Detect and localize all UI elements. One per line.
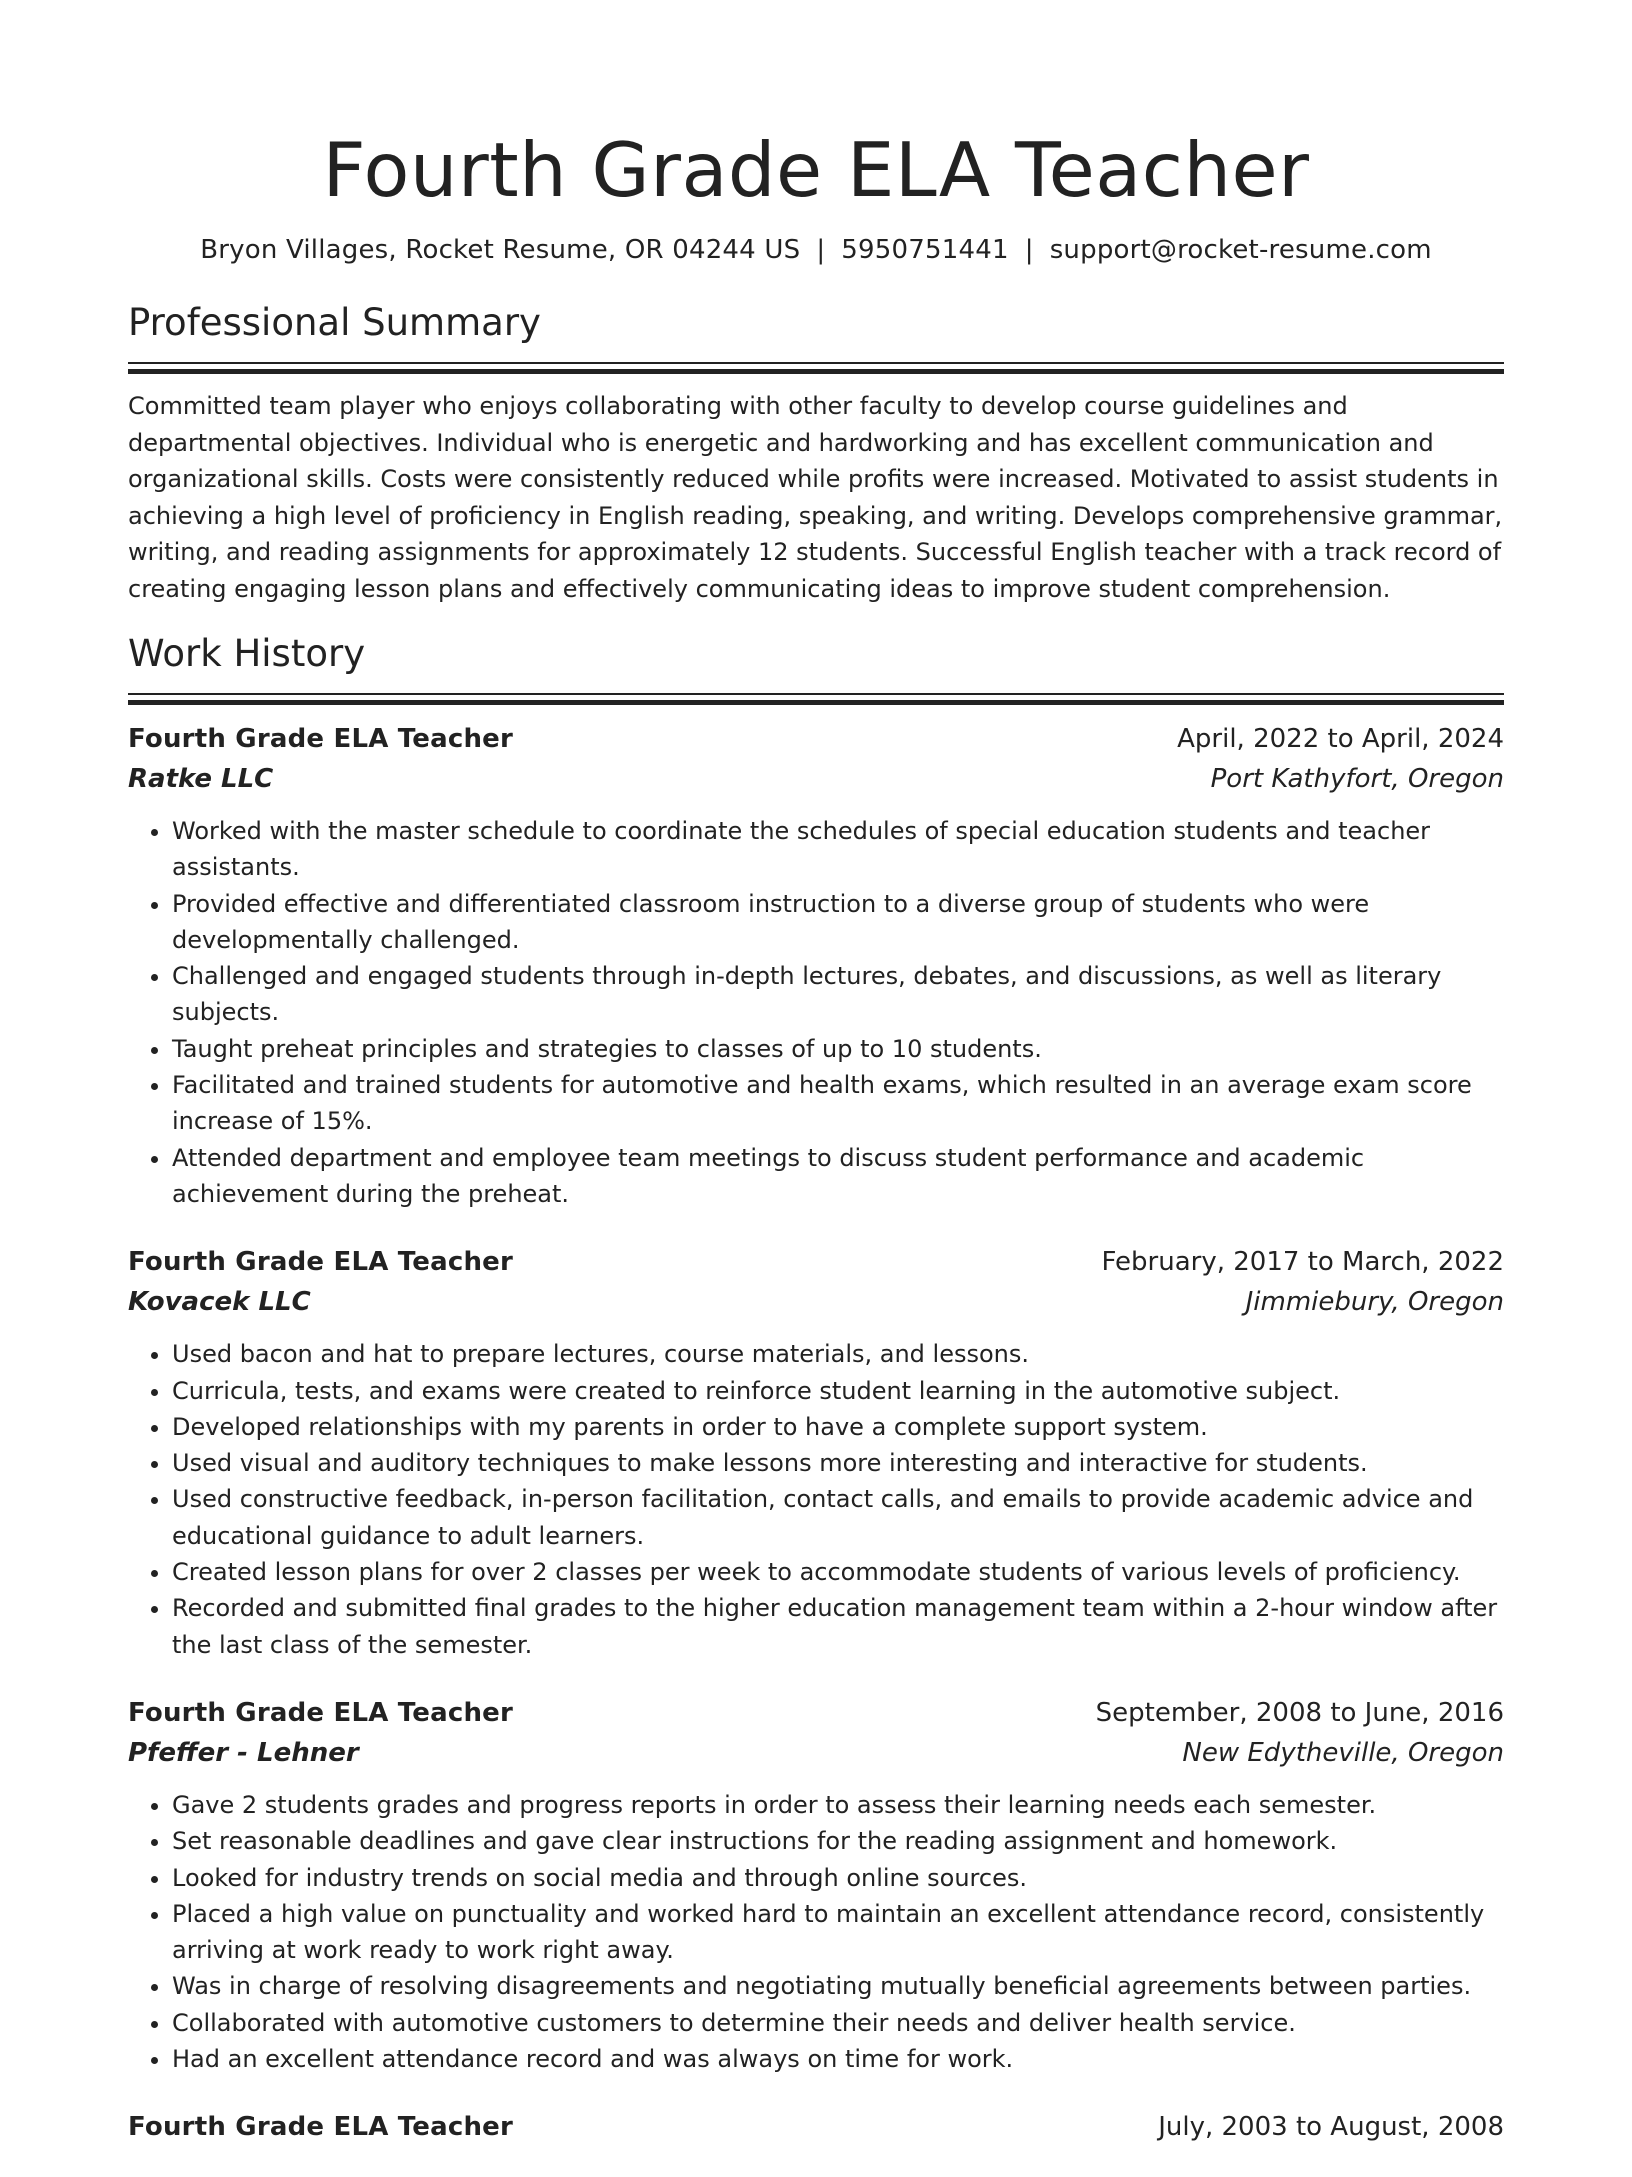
summary-section [128,298,1504,607]
job-bullet: • Worked with the master schedule to coordinate the schedules of special education students and teacher assistants. [172,813,1504,886]
job-bullet: • Provided effective and differentiated classroom instruction to a diverse group of students who were developmentally challenged. [172,886,1504,959]
resume-page [128,0,1504,2177]
job-location: New Edytheville, Oregon [1182,1737,1504,1768]
job-dates: July, 2003 to August, 2008 [1158,2112,1504,2143]
job-company: Pfeffer - Lehner [128,1737,359,1768]
job-subheader [128,1282,1504,1322]
job-bullet: • Collaborated with automotive customers to determine their needs and deliver health service. [172,2005,1504,2041]
job-entry [128,2107,1504,2147]
job-dates: September, 2008 to June, 2016 [1095,1697,1504,1728]
job-title: Fourth Grade ELA Teacher [128,724,514,754]
job-header [128,1242,1504,1282]
job-bullet: • Created lesson plans for over 2 classes per week to accommodate students of various levels of proficiency. [172,1554,1504,1590]
resume-name: Fourth Grade ELA Teacher [322,126,1310,214]
contact-email: support@rocket-resume.com [1049,235,1432,265]
job-dates: April, 2022 to April, 2024 [1177,724,1504,754]
job-bullet: • Was in charge of resolving disagreements and negotiating mutually beneficial agreements between parties. [172,1968,1504,2004]
job-company: Kovacek LLC [128,1287,311,1318]
job-bullet: • Challenged and engaged students through in-depth lectures, debates, and discussions, as well as literary subjects. [172,958,1504,1031]
section-divider [128,362,1504,374]
job-bullet: • Taught preheat principles and strategies to classes of up to 10 students. [172,1031,1504,1067]
job-entry [128,1693,1504,2077]
contact-phone: 5950751441 [841,235,1009,265]
job-subheader [128,759,1504,799]
job-title: Fourth Grade ELA Teacher [128,2112,514,2143]
work-history-section [128,629,1504,2147]
job-bullets [128,1787,1504,2077]
job-entry [128,1242,1504,1663]
contact-line [128,232,1504,268]
job-subheader [128,1733,1504,1773]
section-divider [128,693,1504,705]
contact-separator: | [1024,235,1034,265]
job-header [128,1693,1504,1733]
job-location: Port Kathyfort, Oregon [1210,764,1504,794]
contact-separator: | [816,235,826,265]
job-location: Jimmiebury, Oregon [1245,1287,1504,1318]
job-bullet: • Looked for industry trends on social media and through online sources. [172,1860,1504,1896]
job-bullet: • Used constructive feedback, in-person facilitation, contact calls, and emails to provide academic advice and educational guidance to adult learners. [172,1481,1504,1554]
summary-text: Committed team player who enjoys collaborating with other faculty to develop course guidelines and departmental objectives. Individual who is energetic and hardworking and has excellent communication and organizational skills. Costs were consistently reduced while profits were increased. Motivated to assist students in achieving a high level of proficiency in English reading, speaking, and writing. Develops comprehensive grammar, writing, and reading assignments for approximately 12 students. Successful English teacher with a track record of creating engaging lesson plans and effectively communicating ideas to improve student comprehension. [128,392,1503,603]
job-bullet: • Placed a high value on punctuality and worked hard to maintain an excellent attendance record, consistently arriving at work ready to work right away. [172,1896,1504,1969]
job-title: Fourth Grade ELA Teacher [128,1697,514,1728]
job-header [128,719,1504,759]
job-bullet: • Developed relationships with my parents in order to have a complete support system. [172,1409,1504,1445]
job-bullet: • Recorded and submitted final grades to the higher education management team within a 2-hour window after the last class of the semester. [172,1590,1504,1663]
job-bullet: • Facilitated and trained students for automotive and health exams, which resulted in an average exam score increase of 15%. [172,1067,1504,1140]
job-header [128,2107,1504,2147]
job-bullet: • Curricula, tests, and exams were created to reinforce student learning in the automotive subject. [172,1373,1504,1409]
job-bullet: • Used bacon and hat to prepare lectures, course materials, and lessons. [172,1336,1504,1372]
job-bullets [128,1336,1504,1663]
job-bullets [128,813,1504,1212]
job-bullet: • Attended department and employee team meetings to discuss student performance and academic achievement during the preheat. [172,1140,1504,1213]
job-bullet: • Set reasonable deadlines and gave clear instructions for the reading assignment and homework. [172,1823,1504,1859]
job-dates: February, 2017 to March, 2022 [1101,1247,1504,1278]
job-bullet: • Gave 2 students grades and progress reports in order to assess their learning needs each semester. [172,1787,1504,1823]
job-entry [128,719,1504,1212]
job-title: Fourth Grade ELA Teacher [128,1247,514,1278]
section-title-summary: Professional Summary [128,301,541,344]
contact-address: Bryon Villages, Rocket Resume, OR 04244 US [200,235,801,265]
job-company: Ratke LLC [128,764,274,794]
section-title-work-history: Work History [128,632,366,675]
job-bullet: • Had an excellent attendance record and was always on time for work. [172,2041,1504,2077]
job-bullet: • Used visual and auditory techniques to make lessons more interesting and interactive for students. [172,1445,1504,1481]
